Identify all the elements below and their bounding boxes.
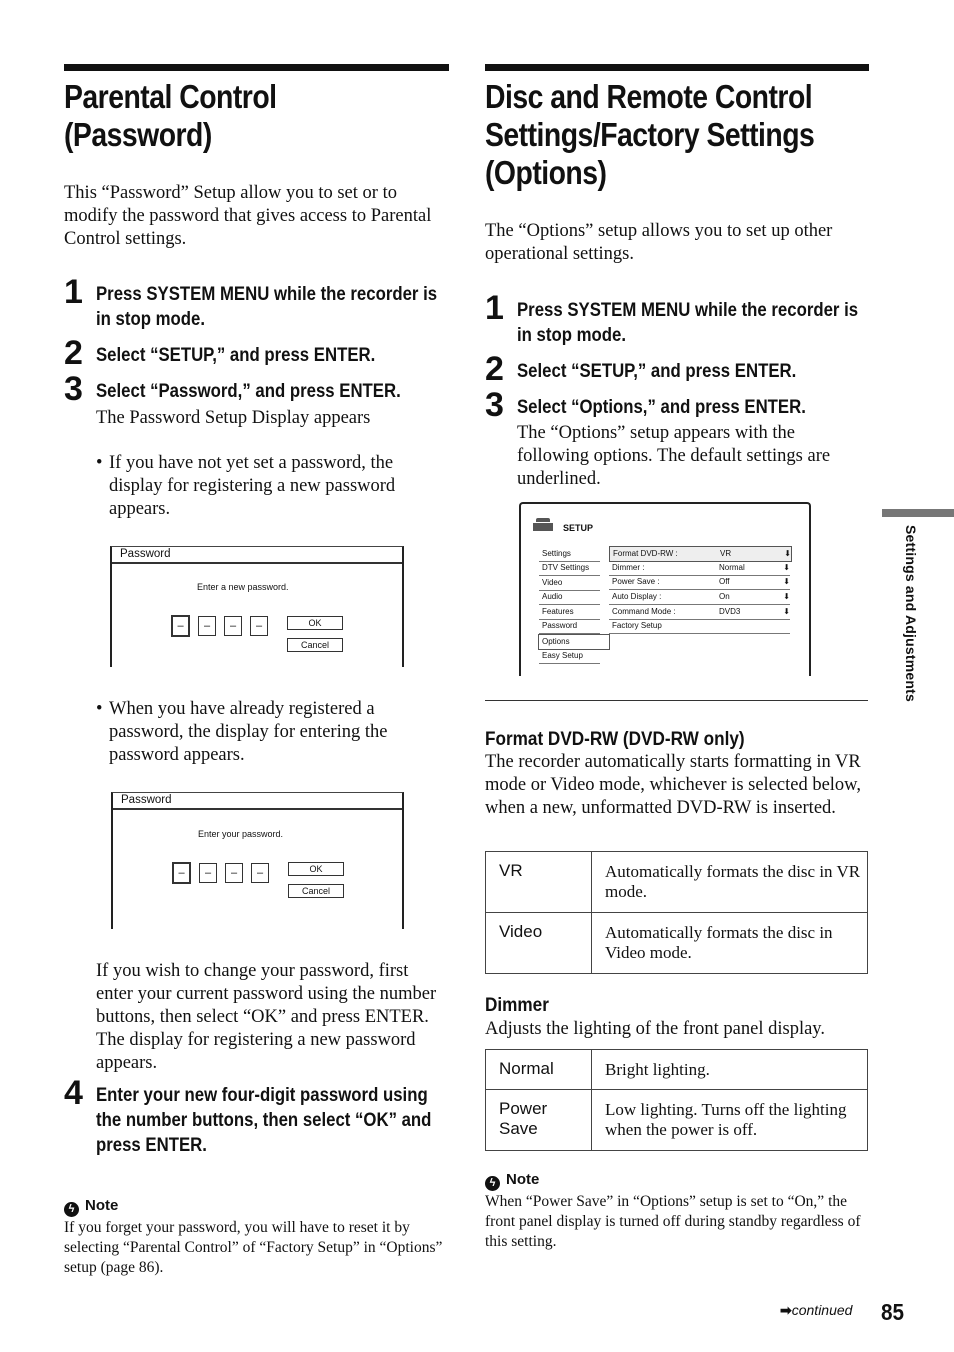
note-icon: ϟ xyxy=(64,1202,79,1217)
table-row xyxy=(486,913,868,974)
setup-header: SETUP xyxy=(563,523,594,533)
page-number: 85 xyxy=(881,1299,905,1325)
left-bullet2: • When you have already registered a password, the display for entering the password appears. xyxy=(96,699,388,765)
note-label: Note xyxy=(85,1197,119,1214)
table-row xyxy=(486,1090,868,1151)
left-step1-number: 1 xyxy=(64,273,83,311)
password-digit-2[interactable]: – xyxy=(198,616,216,636)
setup-row-command-mode[interactable]: Command Mode : DVD3 ⬇ xyxy=(609,605,790,620)
right-title-rule xyxy=(485,64,869,71)
setup-menu-video[interactable]: Video xyxy=(539,576,600,591)
left-step3-line1: Select “Password,” and press ENTER. xyxy=(96,380,401,402)
left-title-line1: Parental Control xyxy=(64,78,277,115)
option-key: Power Save xyxy=(486,1090,592,1151)
password-dialog-enter xyxy=(111,792,404,929)
password-digit-2[interactable]: – xyxy=(199,863,217,883)
left-note-text: If you forget your password, you will have to reset it by selecting “Parental Control” of “Factory Setup” in “Options” setup (page 86). xyxy=(64,1219,443,1276)
format-options-table xyxy=(485,851,868,974)
right-step3-body: The “Options” setup appears with the following options. The default settings are underlined. xyxy=(517,423,831,489)
dialog-message: Enter your password. xyxy=(198,829,284,839)
left-step3-body: The Password Setup Display appears xyxy=(96,408,371,428)
left-step1-line2: in stop mode. xyxy=(96,308,206,330)
option-desc: Bright lighting. xyxy=(592,1050,868,1090)
right-step1-line1: Press SYSTEM MENU while the recorder is xyxy=(517,299,859,321)
left-bullet1-text: If you have not yet set a password, the display for registering a new password appears. xyxy=(109,453,396,519)
section-divider xyxy=(485,700,868,701)
password-digit-3[interactable]: – xyxy=(225,863,243,883)
table-row xyxy=(486,1050,868,1090)
arrow-down-icon: ⬇ xyxy=(783,577,790,586)
right-note-header xyxy=(485,1171,539,1191)
dimmer-text: Adjusts the lighting of the front panel display. xyxy=(485,1019,825,1039)
dialog-title: Password xyxy=(112,547,402,564)
password-digit-4[interactable]: – xyxy=(251,863,269,883)
right-intro: The “Options” setup allows you to set up other operational settings. xyxy=(485,221,833,264)
password-digit-1[interactable]: – xyxy=(171,615,190,637)
dimmer-options-table xyxy=(485,1049,868,1151)
right-step2-number: 2 xyxy=(485,350,504,388)
option-key: Video xyxy=(486,913,592,974)
setup-menu-dtv-settings[interactable]: DTV Settings xyxy=(539,561,600,576)
option-key: VR xyxy=(486,852,592,913)
side-tab-marker xyxy=(882,509,954,517)
left-step2-number: 2 xyxy=(64,334,83,372)
note-icon: ϟ xyxy=(485,1176,500,1191)
format-text: The recorder automatically starts formatting in VR mode or Video mode, whichever is selected below, when a new, unformatted DVD-RW is inserted. xyxy=(485,752,861,818)
setup-row-format-dvd-rw[interactable]: Format DVD-RW : VR ⬇ xyxy=(609,546,792,562)
note-label: Note xyxy=(506,1171,540,1188)
option-desc: Automatically formats the disc in Video mode. xyxy=(592,913,868,974)
left-title-rule xyxy=(64,64,449,71)
side-section-label: Settings and Adjustments xyxy=(903,525,919,702)
password-digit-3[interactable]: – xyxy=(224,616,242,636)
setup-row-factory-setup[interactable]: Factory Setup xyxy=(609,619,790,634)
right-note-text: When “Power Save” in “Options” setup is set to “On,” the front panel display is turned off during standby regardless of this setting. xyxy=(485,1193,861,1250)
password-digit-1[interactable]: – xyxy=(172,862,191,884)
option-desc: Low lighting. Turns off the lighting when the power is off. xyxy=(592,1090,868,1151)
left-bullet1: • If you have not yet set a password, the display for registering a new password appears. xyxy=(96,453,396,519)
cancel-button[interactable]: Cancel xyxy=(287,638,343,652)
arrow-down-icon: ⬇ xyxy=(783,563,790,572)
right-step1-line2: in stop mode. xyxy=(517,324,627,346)
setup-icon xyxy=(533,518,553,532)
option-desc: Automatically formats the disc in VR mode. xyxy=(592,852,868,913)
arrow-down-icon: ⬇ xyxy=(783,607,790,616)
left-step2-line1: Select “SETUP,” and press ENTER. xyxy=(96,344,376,366)
right-step3-line1: Select “Options,” and press ENTER. xyxy=(517,396,806,418)
password-digit-4[interactable]: – xyxy=(250,616,268,636)
setup-menu-easy-setup[interactable]: Easy Setup xyxy=(539,649,600,664)
left-step4-line2: the number buttons, then select “OK” and xyxy=(96,1109,432,1131)
arrow-down-icon: ⬇ xyxy=(784,549,791,558)
right-step2-line1: Select “SETUP,” and press ENTER. xyxy=(517,360,797,382)
left-step4-line1: Enter your new four-digit password using xyxy=(96,1084,428,1106)
setup-row-auto-display[interactable]: Auto Display : On ⬇ xyxy=(609,590,790,605)
setup-menu-password[interactable]: Password xyxy=(539,619,600,634)
setup-menu-options[interactable]: Options xyxy=(538,634,610,650)
continued-label: continued xyxy=(791,1302,853,1318)
arrow-right-icon: ➡ xyxy=(780,1302,792,1318)
left-step1-line1: Press SYSTEM MENU while the recorder is xyxy=(96,283,438,305)
setup-menu-audio[interactable]: Audio xyxy=(539,590,600,605)
arrow-down-icon: ⬇ xyxy=(783,592,790,601)
left-intro: This “Password” Setup allow you to set or to modify the password that gives access to Parental Control settings. xyxy=(64,183,432,249)
right-step3-number: 3 xyxy=(485,386,504,424)
left-note-header xyxy=(64,1197,118,1217)
left-bullet2-text: When you have already registered a password, the display for entering the password appears. xyxy=(109,699,388,765)
dimmer-heading: Dimmer xyxy=(485,994,549,1016)
left-step3-number: 3 xyxy=(64,370,83,408)
setup-row-dimmer[interactable]: Dimmer : Normal ⬇ xyxy=(609,561,790,576)
left-change-password-text: If you wish to change your password, first enter your current password using the number buttons, then select “OK” and press ENTER. The display for registering a new password appears. xyxy=(96,961,437,1073)
left-step4-line3: press ENTER. xyxy=(96,1134,207,1156)
setup-screen xyxy=(519,502,811,676)
password-dialog-new xyxy=(110,546,404,667)
right-title-line1: Disc and Remote Control xyxy=(485,78,813,115)
right-title-line3: (Options) xyxy=(485,154,607,191)
dialog-message: Enter a new password. xyxy=(197,582,289,592)
setup-menu-settings[interactable]: Settings xyxy=(539,547,600,562)
right-title-line2: Settings/Factory Settings xyxy=(485,116,815,153)
format-heading: Format DVD-RW (DVD-RW only) xyxy=(485,728,745,750)
ok-button[interactable]: OK xyxy=(287,616,343,630)
continued-indicator xyxy=(780,1302,852,1319)
setup-menu-features[interactable]: Features xyxy=(539,605,600,620)
right-step1-number: 1 xyxy=(485,289,504,327)
left-step4-number: 4 xyxy=(64,1074,83,1112)
option-key: Normal xyxy=(486,1050,592,1090)
left-title-line2: (Password) xyxy=(64,116,212,153)
setup-row-power-save[interactable]: Power Save : Off ⬇ xyxy=(609,575,790,590)
dialog-title: Password xyxy=(113,793,402,810)
ok-button[interactable]: OK xyxy=(288,862,344,876)
table-row xyxy=(486,852,868,913)
cancel-button[interactable]: Cancel xyxy=(288,884,344,898)
